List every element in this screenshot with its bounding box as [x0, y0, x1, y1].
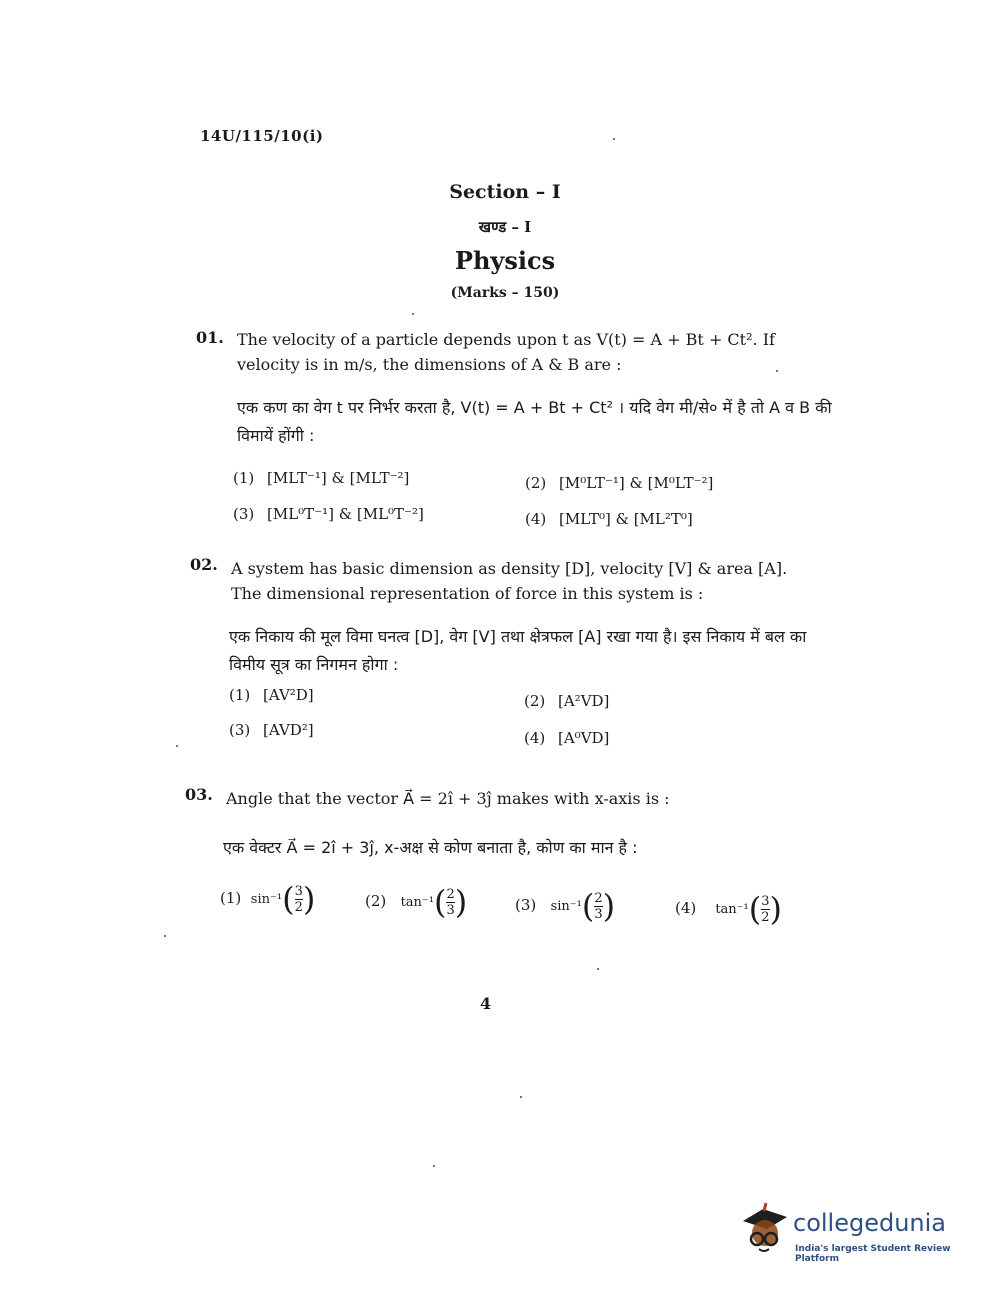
- question-text-hi: एक कण का वेग t पर निर्भर करता है, V(t) = A + Bt + Ct² । यदि वेग मी/से० में है तो A व B की विमायें होंगी :: [237, 398, 832, 445]
- scan-speck: [776, 370, 778, 372]
- question-number: 01.: [196, 328, 224, 347]
- page-number: 4: [480, 994, 492, 1013]
- collegedunia-logo-icon: [737, 1199, 793, 1255]
- scan-speck: [597, 968, 599, 970]
- scan-speck: [176, 745, 178, 747]
- option-1: (1) [MLT⁻¹] & [MLT⁻²]: [233, 469, 410, 487]
- vector-expression: A⃗ = 2î + 3ĵ: [403, 789, 492, 808]
- question-text-hi: एक वेक्टर A⃗ = 2î + 3ĵ, x-अक्ष से कोण बनाता है, कोण का मान है :: [223, 838, 638, 857]
- scan-speck: [433, 1165, 435, 1167]
- option-4: (4) [A⁰VD]: [524, 729, 610, 747]
- option-2: (2) [M⁰LT⁻¹] & [M⁰LT⁻²]: [525, 474, 714, 492]
- question-text-hi: एक निकाय की मूल विमा घनत्व [D], वेग [V] तथा क्षेत्रफल [A] रखा गया है। इस निकाय में बल का विमीय सूत्र का निगमन होगा :: [229, 627, 807, 674]
- question-text-en: Angle that the vector A⃗ = 2î + 3ĵ makes with x-axis is :: [226, 789, 670, 808]
- subject-title: Physics: [454, 246, 556, 275]
- question-text-en: The velocity of a particle depends upon t as V(t) = A + Bt + Ct². If velocity is in m/s, the dimensions of A & B are :: [237, 330, 775, 374]
- scan-speck: [412, 313, 414, 315]
- option-1: (1) [AV²D]: [229, 686, 314, 704]
- option-2: (2) [A²VD]: [524, 692, 610, 710]
- section-title: Section – I: [449, 181, 561, 203]
- paper-code: 14U/115/10(i): [200, 127, 324, 145]
- option-4: (4) tan⁻¹( $\frac{3}{2}$ ): [675, 890, 782, 928]
- vector-expression: A⃗ = 2î + 3ĵ: [286, 838, 374, 857]
- marks-label: (Marks – 150): [450, 285, 560, 301]
- question-text-en: A system has basic dimension as density [D], velocity [V] & area [A]. The dimensional representation of force in this system is :: [231, 559, 788, 603]
- option-3: (3) sin⁻¹( $\frac{2}{3}$ ): [515, 887, 616, 925]
- scan-speck: [613, 138, 615, 140]
- option-3: (3) [AVD²]: [229, 721, 314, 739]
- question-number: 02.: [190, 555, 218, 574]
- watermark-brand: collegedunia: [793, 1209, 947, 1237]
- scan-speck: [164, 935, 166, 937]
- option-1: (1) sin⁻¹( $\frac{3}{2}$ ): [220, 880, 316, 918]
- option-3: (3) [ML⁰T⁻¹] & [ML⁰T⁻²]: [233, 505, 424, 523]
- question-number: 03.: [185, 785, 213, 804]
- scan-speck: [520, 1096, 522, 1098]
- watermark-tagline: India's largest Student Review Platform: [795, 1244, 951, 1264]
- option-2: (2) tan⁻¹( $\frac{2}{3}$ ): [365, 883, 468, 921]
- section-title-hindi: खण्ड – I: [478, 218, 532, 236]
- option-4: (4) [MLT⁰] & [ML²T⁰]: [525, 510, 693, 528]
